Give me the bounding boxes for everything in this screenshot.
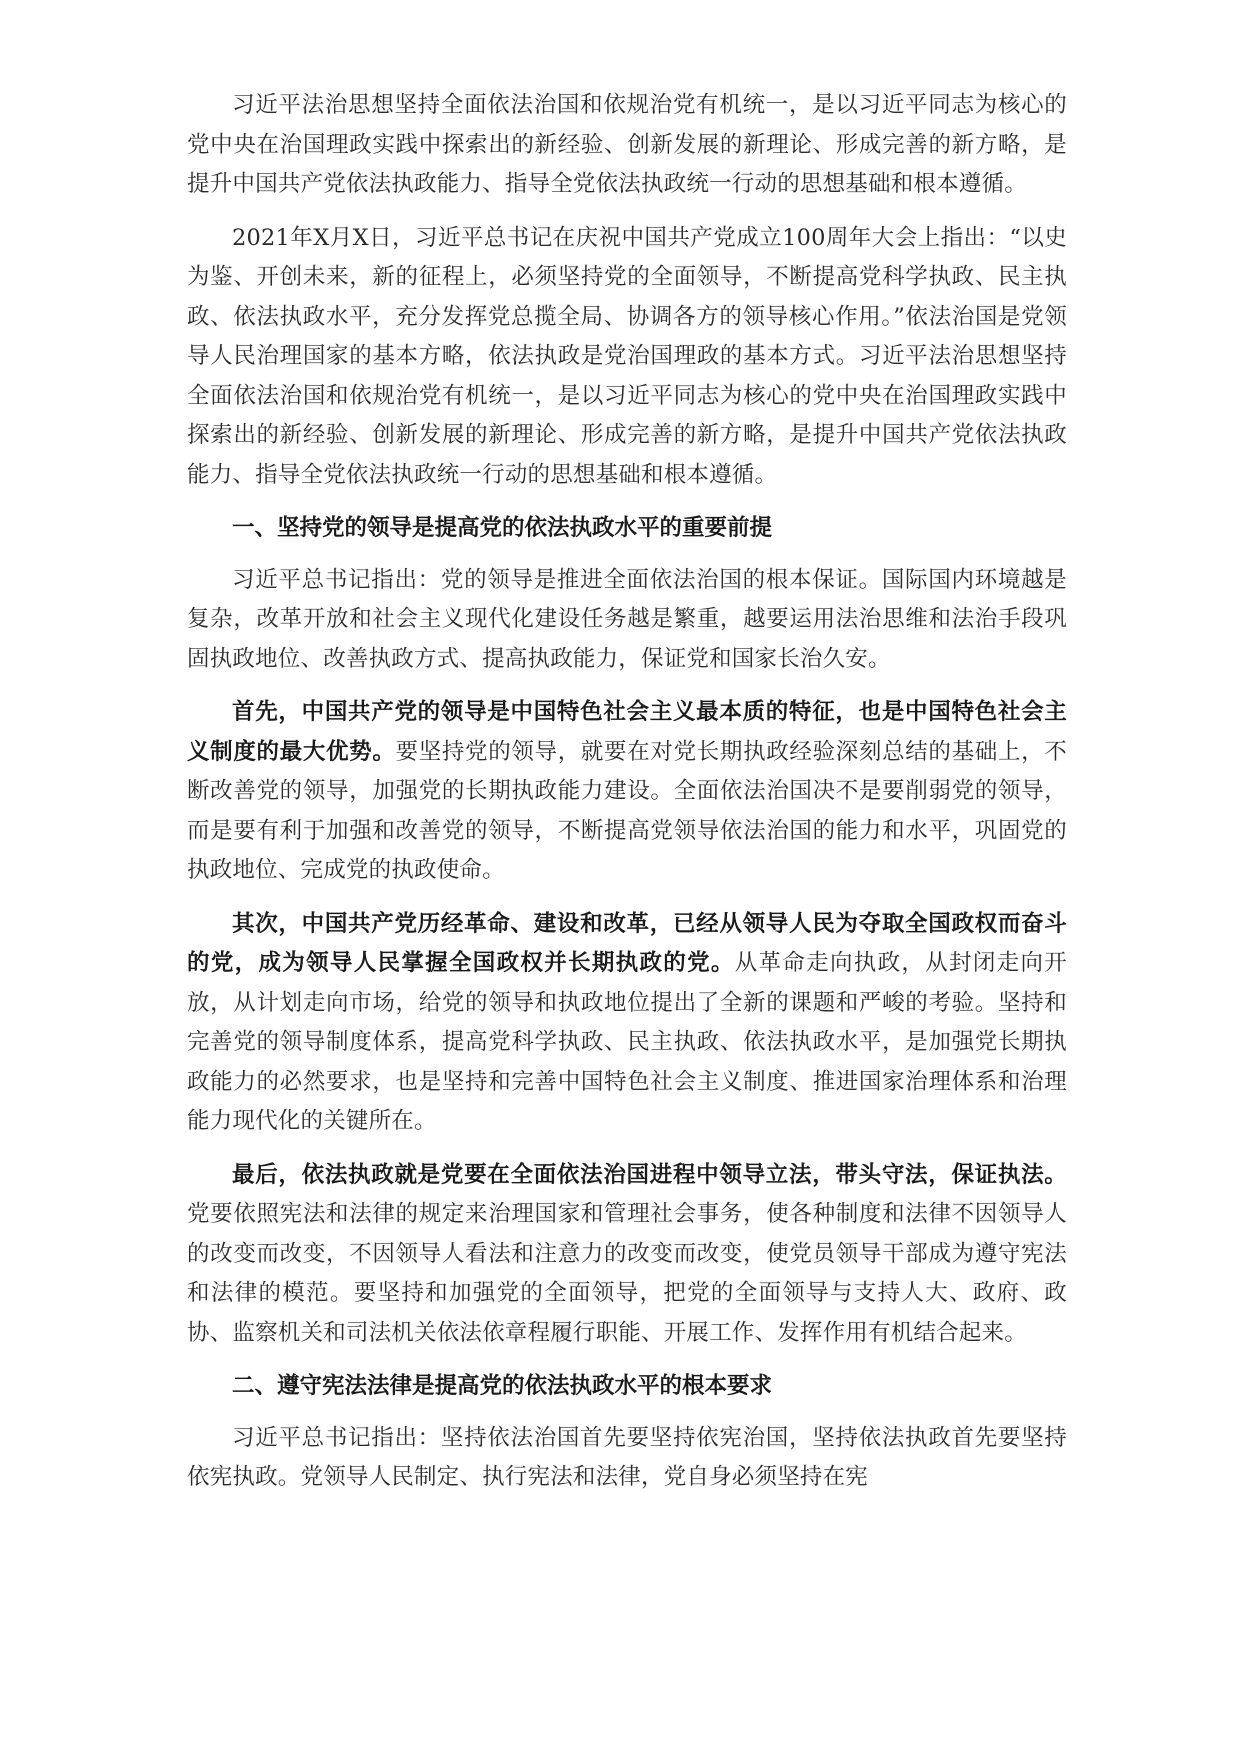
- section-heading-1: 一、坚持党的领导是提高党的依法执政水平的重要前提: [232, 515, 773, 541]
- document-page: [187, 86, 1067, 1512]
- paragraph-last-lead: 最后，依法执政就是党要在全面依法治国进程中领导立法，带头守法，保证执法。: [232, 1161, 1067, 1188]
- paragraph-first-lead: 首先，中国共产党的领导是中国特色社会主义最本质的特征，也是中国特色社会主义制度的最大优势。: [187, 699, 1067, 765]
- paragraph-first-body: 要坚持党的领导，就要在对党长期执政经验深刻总结的基础上，不断改善党的领导，加强党的长期执政能力建设。全面依法治国决不是要削弱党的领导，而是要有利于加强和改善党的领导，不断提高党领导依法治国的能力和水平，巩固党的执政地位、完成党的执政使命。: [187, 738, 1067, 883]
- section-heading-2: 二、遵守宪法法律是提高党的依法执政水平的根本要求: [232, 1373, 773, 1399]
- paragraph-intro: 习近平法治思想坚持全面依法治国和依规治党有机统一，是以习近平同志为核心的党中央在治国理政实践中探索出的新经验、创新发展的新理论、形成完善的新方略，是提升中国共产党依法执政能力、指导全党依法执政统一行动的思想基础和根本遵循。: [187, 92, 1067, 197]
- paragraph-first: [187, 693, 1067, 891]
- paragraph-party-leadership: 习近平总书记指出：党的领导是推进全面依法治国的根本保证。国际国内环境越是复杂，改革开放和社会主义现代化建设任务越是繁重，越要运用法治思维和法治手段巩固执政地位、改善执政方式、提高执政能力，保证党和国家长治久安。: [187, 566, 1067, 672]
- paragraph-second-lead: 其次，中国共产党历经革命、建设和改革，已经从领导人民为夺取全国政权而奋斗的党，成为领导人民掌握全国政权并长期执政的党。: [187, 910, 1067, 976]
- paragraph-constitution: 习近平总书记指出：坚持依法治国首先要坚持依宪治国，坚持依法执政首先要坚持依宪执政。党领导人民制定、执行宪法和法律，党自身必须坚持在宪: [187, 1424, 1067, 1490]
- paragraph-last-body: 党要依照宪法和法律的规定来治理国家和管理社会事务，使各种制度和法律不因领导人的改变而改变，不因领导人看法和注意力的改变而改变，使党员领导干部成为遵守宪法和法律的模范。要坚持和加强党的全面领导，把党的全面领导与支持人大、政府、政协、监察机关和司法机关依法依章程履行职能、开展工作、发挥作用有机结合起来。: [187, 1201, 1067, 1346]
- paragraph-second: [187, 905, 1067, 1142]
- paragraph-second-body: 从革命走向执政，从封闭走向开放，从计划走向市场，给党的领导和执政地位提出了全新的课题和严峻的考验。坚持和完善党的领导制度体系，提高党科学执政、民主执政、依法执政水平，是加强党长期执政能力的必然要求，也是坚持和完善中国特色社会主义制度、推进国家治理体系和治理能力现代化的关键所在。: [187, 950, 1067, 1134]
- paragraph-anniversary-speech: 2021年X月X日，习近平总书记在庆祝中国共产党成立100周年大会上指出：“以史为鉴、开创未来，新的征程上，必须坚持党的全面领导，不断提高党科学执政、民主执政、依法执政水平，充分发挥党总揽全局、协调各方的领导核心作用。”依法治国是党领导人民治理国家的基本方略，依法执政是党治国理政的基本方式。习近平法治思想坚持全面依法治国和依规治党有机统一，是以习近平同志为核心的党中央在治国理政实践中探索出的新经验、创新发展的新理论、形成完善的新方略，是提升中国共产党依法执政能力、指导全党依法执政统一行动的思想基础和根本遵循。: [187, 224, 1067, 488]
- paragraph-last: [187, 1156, 1067, 1354]
